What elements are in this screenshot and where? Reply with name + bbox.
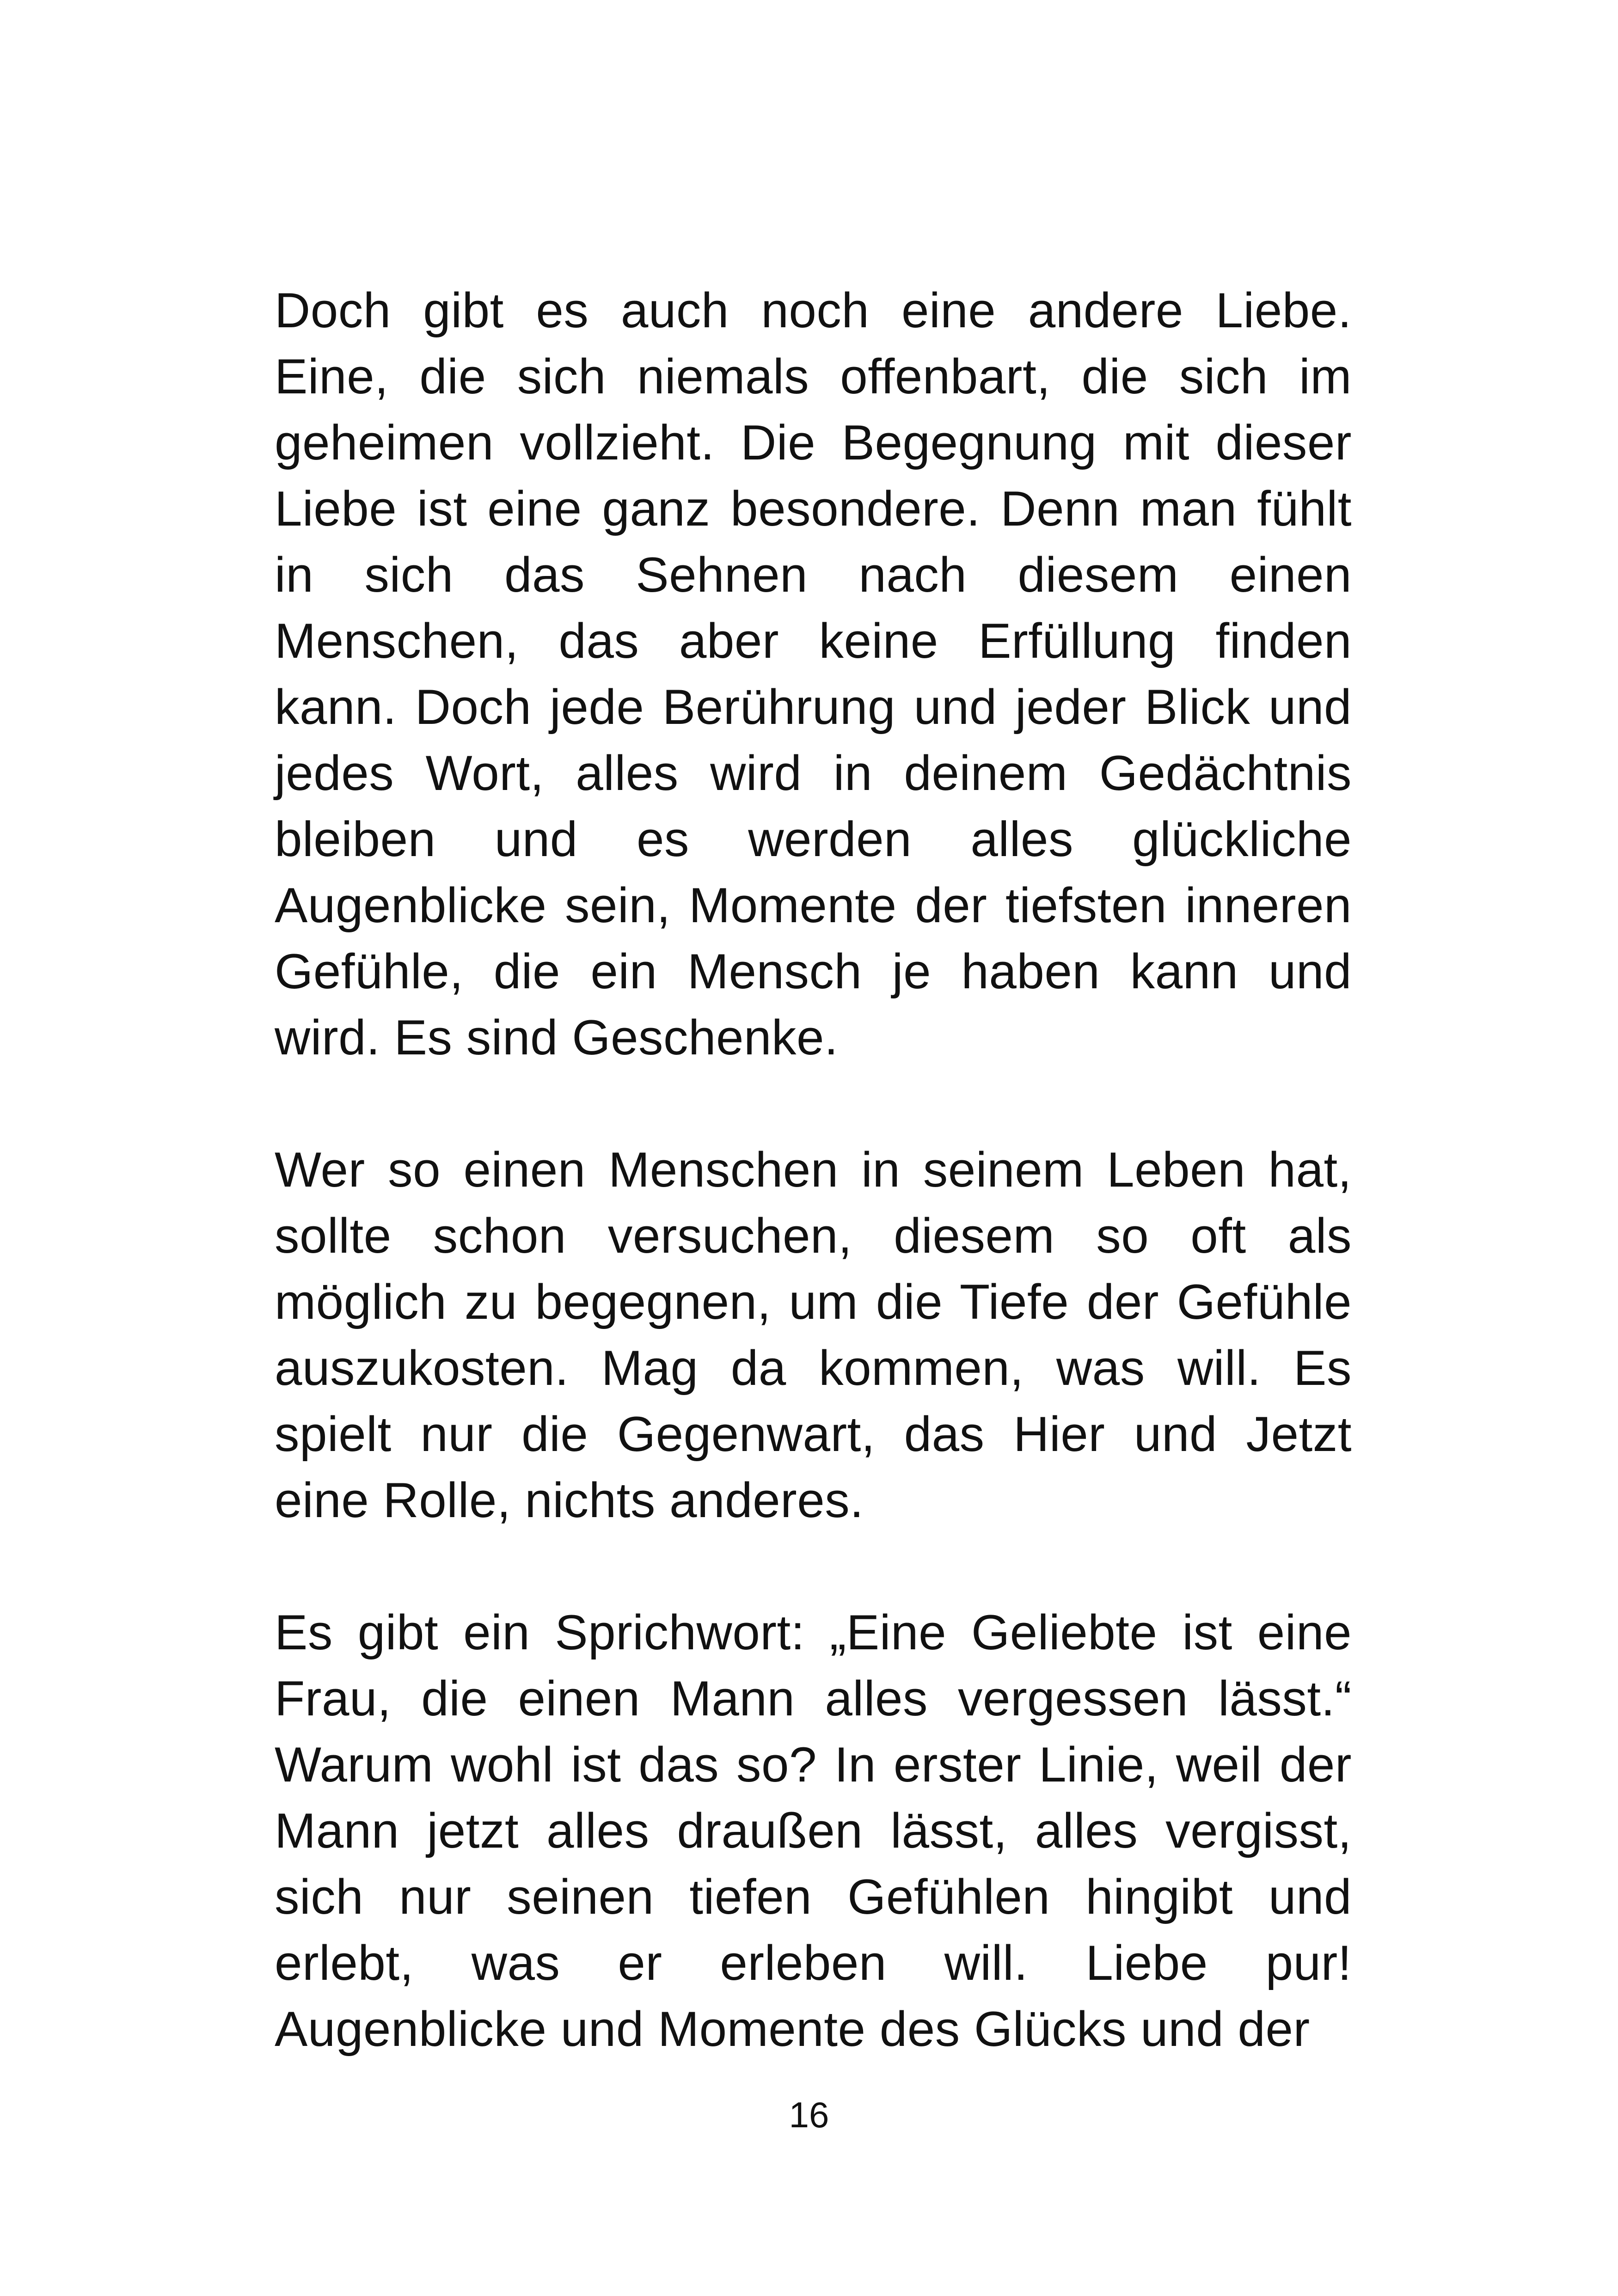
body-text xyxy=(275,277,1352,2128)
page-number: 16 xyxy=(789,2094,829,2135)
paragraph-1: Doch gibt es auch noch eine andere Liebe. Eine, die sich niemals offenbart, die sich im geheimen vollzieht. Die Begegnung mit dieser Liebe ist eine ganz besondere. Denn man fühlt in sich das Sehnen nach diesem einen Menschen, das aber keine Erfüllung finden kann. Doch jede Berührung und jeder Blick und jedes Wort, alles wird in deinem Gedächtnis bleiben und es werden alles glückliche Augenblicke sein, Momente der tiefsten inneren Gefühle, die ein Mensch je haben kann und wird. Es sind Geschenke. xyxy=(275,282,1352,1065)
paragraph-3: Es gibt ein Sprichwort: „Eine Geliebte ist eine Frau, die einen Mann alles vergessen lässt.“ Warum wohl ist das so? In erster Linie, weil der Mann jetzt alles draußen lässt, alles vergisst, sich nur seinen tiefen Gefühlen hingibt und erlebt, was er erleben will. Liebe pur! Augenblicke und Momente des Glücks und der xyxy=(275,1604,1352,2057)
paragraph-2: Wer so einen Menschen in seinem Leben hat, sollte schon versuchen, diesem so oft als möglich zu begegnen, um die Tiefe der Gefühle auszukosten. Mag da kommen, was will. Es spielt nur die Gegenwart, das Hier und Jetzt eine Rolle, nichts anderes. xyxy=(275,1142,1352,1528)
